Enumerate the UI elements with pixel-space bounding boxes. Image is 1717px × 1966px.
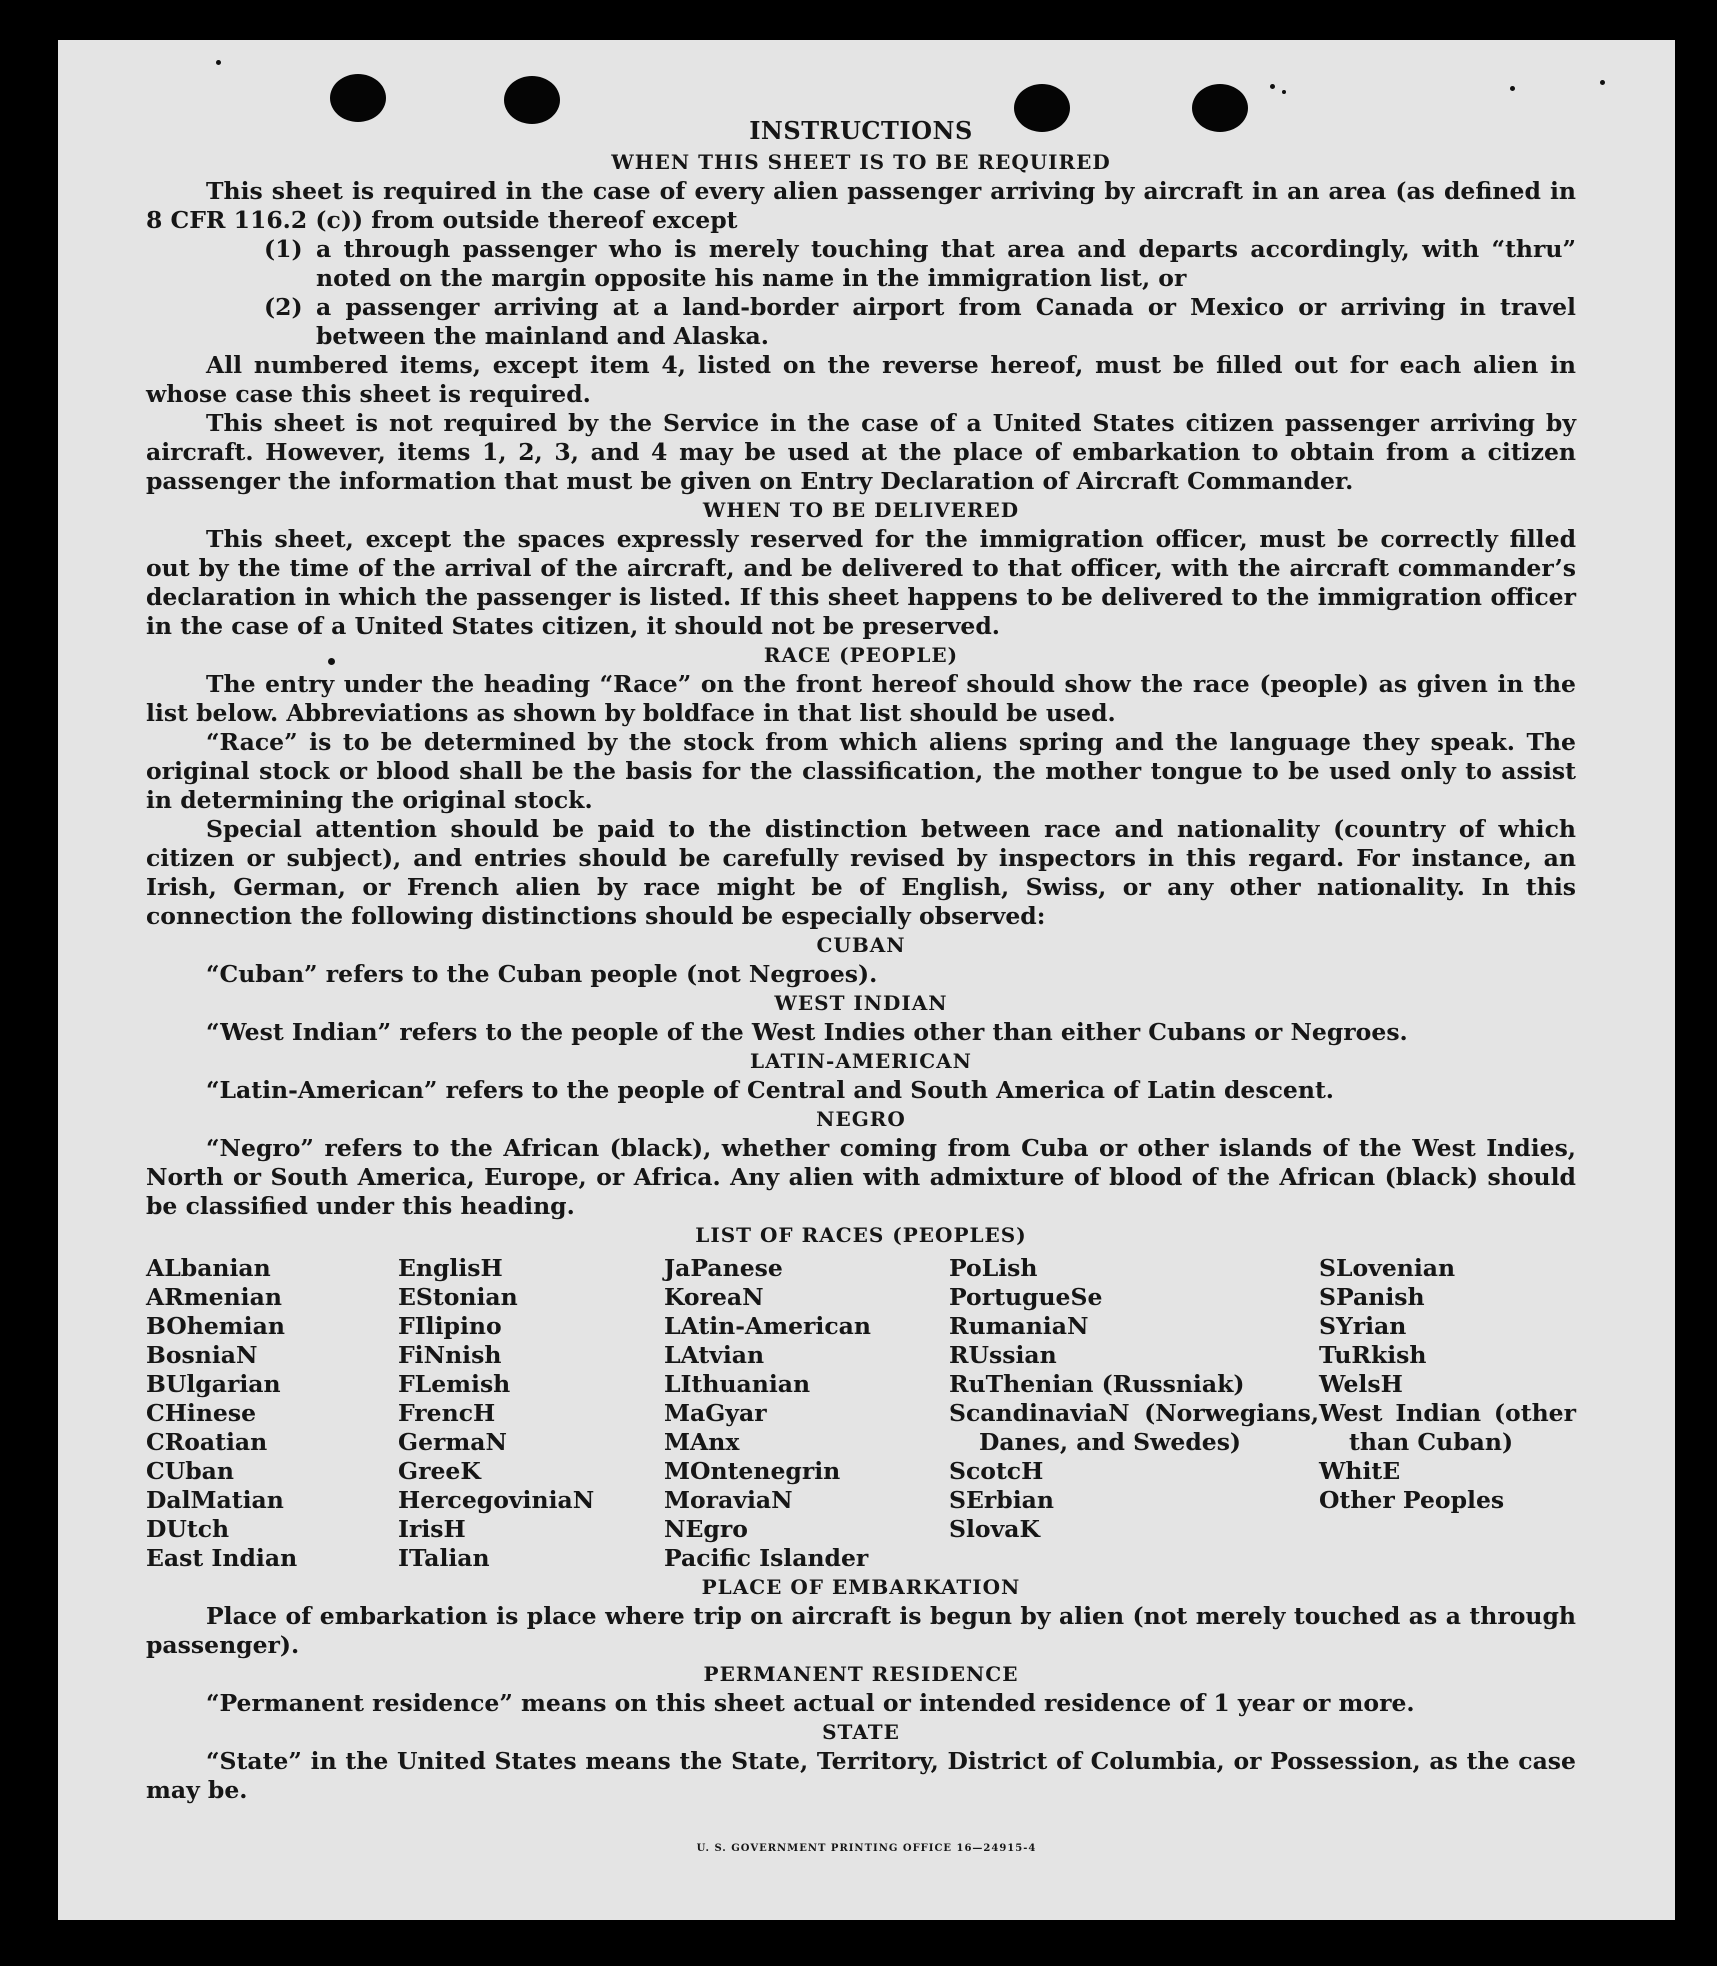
race-entry: WelsH <box>1319 1370 1403 1398</box>
race-entry: ITalian <box>398 1544 490 1572</box>
race-p3: Special attention should be paid to the distinction between race and nationality (country of which citizen or subject), and entries should be carefully revised by inspectors in this regard. For instance, an Irish, German, or French alien by race might be of English, Swiss, or any other nationality. In this connection the following distinctions should be especially observed: <box>146 815 1576 930</box>
race-entry: MaGyar <box>664 1399 767 1427</box>
heading-when-required: WHEN THIS SHEET IS TO BE REQUIRED <box>611 150 1111 174</box>
page-title: INSTRUCTIONS <box>749 116 973 145</box>
race-entry: JaPanese <box>664 1254 783 1282</box>
race-entry: PortugueSe <box>949 1283 1103 1311</box>
races-column-2 <box>398 1254 664 1573</box>
race-entry: KoreaN <box>664 1283 764 1311</box>
instructions-content <box>146 116 1576 1805</box>
exception-text: a passenger arriving at a land-border airport from Canada or Mexico or arriving in travel between the mainland and Alaska. <box>316 293 1576 350</box>
races-column-1 <box>146 1254 398 1573</box>
races-column-5 <box>1319 1254 1576 1573</box>
exception-text: a through passenger who is merely touching that area and departs accordingly, with “thru” noted on the margin opposite his name in the immigration list, or <box>316 235 1576 292</box>
race-entry: MOntenegrin <box>664 1457 841 1485</box>
race-entry: FiNnish <box>398 1341 502 1369</box>
speck <box>1270 84 1275 89</box>
race-entry: WhitE <box>1319 1457 1401 1485</box>
race-entry: GermaN <box>398 1428 507 1456</box>
heading-list-of-races: LIST OF RACES (PEOPLES) <box>695 1223 1027 1247</box>
residence-text: “Permanent residence” means on this sheet actual or intended residence of 1 year or more. <box>206 1689 1415 1717</box>
exception-item-1 <box>146 235 1576 293</box>
race-entry: SLovenian <box>1319 1254 1456 1282</box>
exception-number: (1) <box>264 235 303 263</box>
race-entry: Pacific Islander <box>664 1544 869 1572</box>
speck <box>1600 80 1605 85</box>
race-entry: West Indian (other than Cuban) <box>1319 1399 1576 1456</box>
punch-hole <box>330 74 386 122</box>
when-required-p2: All numbered items, except item 4, listed on the reverse hereof, must be filled out for each alien in whose case this sheet is required. <box>146 351 1576 408</box>
race-entry: ALbanian <box>146 1254 271 1282</box>
race-entry: SlovaK <box>949 1515 1040 1543</box>
cuban-text: “Cuban” refers to the Cuban people (not Negroes). <box>206 960 878 988</box>
west-indian-text: “West Indian” refers to the people of the West Indies other than either Cubans or Negroes. <box>206 1018 1408 1046</box>
state-text: “State” in the United States means the State, Territory, District of Columbia, or Possession, as the case may be. <box>146 1747 1576 1804</box>
negro-text: “Negro” refers to the African (black), whether coming from Cuba or other islands of the West Indies, North or South America, Europe, or Africa. Any alien with admixture of blood of the African (black) should be classified under this heading. <box>146 1134 1576 1220</box>
races-list <box>146 1254 1576 1573</box>
race-p2: “Race” is to be determined by the stock from which aliens spring and the language they speak. The original stock or blood shall be the basis for the classification, the mother tongue to be used only to assist in determining the original stock. <box>146 728 1576 814</box>
race-entry: East Indian <box>146 1544 298 1572</box>
race-entry: NEgro <box>664 1515 748 1543</box>
race-entry: DUtch <box>146 1515 230 1543</box>
heading-west-indian: WEST INDIAN <box>774 991 948 1015</box>
printing-office-footer: U. S. GOVERNMENT PRINTING OFFICE 16—24915-4 <box>696 1843 1037 1854</box>
race-entry: GreeK <box>398 1457 481 1485</box>
race-entry: CRoatian <box>146 1428 268 1456</box>
when-required-p3: This sheet is not required by the Service in the case of a United States citizen passenger arriving by aircraft. However, items 1, 2, 3, and 4 may be used at the place of embarkation to obtain from a citizen passenger the information that must be given on Entry Declaration of Aircraft Commander. <box>146 409 1576 495</box>
race-entry: ARmenian <box>146 1283 282 1311</box>
race-entry: RUssian <box>949 1341 1057 1369</box>
race-entry: ScandinaviaN (Norwegians, Danes, and Swedes) <box>949 1399 1319 1456</box>
race-entry: SErbian <box>949 1486 1054 1514</box>
heading-negro: NEGRO <box>816 1107 906 1131</box>
race-p1: The entry under the heading “Race” on the front hereof should show the race (people) as given in the list below. Abbreviations as shown by boldface in that list should be used. <box>146 670 1576 727</box>
race-entry: BOhemian <box>146 1312 285 1340</box>
heading-latin-american: LATIN-AMERICAN <box>750 1049 972 1073</box>
document-sheet <box>58 40 1675 1920</box>
race-entry: PoLish <box>949 1254 1038 1282</box>
race-entry: LAtvian <box>664 1341 765 1369</box>
speck <box>1282 90 1286 94</box>
race-entry: IrisH <box>398 1515 466 1543</box>
heading-cuban: CUBAN <box>816 933 906 957</box>
race-entry: RuThenian (Russniak) <box>949 1370 1245 1398</box>
race-entry: HercegoviniaN <box>398 1486 595 1514</box>
heading-race: RACE (PEOPLE) <box>763 643 959 667</box>
when-required-p1: This sheet is required in the case of every alien passenger arriving by aircraft in an area (as defined in 8 CFR 116.2 (c)) from outside thereof except <box>146 177 1576 234</box>
race-entry: EStonian <box>398 1283 518 1311</box>
race-entry: FrencH <box>398 1399 496 1427</box>
race-entry: DalMatian <box>146 1486 284 1514</box>
race-entry: ScotcH <box>949 1457 1044 1485</box>
speck <box>216 60 221 65</box>
race-entry: LAtin-American <box>664 1312 871 1340</box>
race-entry: MAnx <box>664 1428 740 1456</box>
race-entry: CHinese <box>146 1399 257 1427</box>
speck <box>1510 86 1515 91</box>
race-entry: RumaniaN <box>949 1312 1089 1340</box>
race-entry: EnglisH <box>398 1254 503 1282</box>
heading-residence: PERMANENT RESIDENCE <box>703 1662 1019 1686</box>
race-entry: BUlgarian <box>146 1370 281 1398</box>
race-entry: FIlipino <box>398 1312 502 1340</box>
exception-number: (2) <box>264 293 303 321</box>
heading-when-delivered: WHEN TO BE DELIVERED <box>702 498 1020 522</box>
race-entry: Other Peoples <box>1319 1486 1505 1514</box>
heading-embarkation: PLACE OF EMBARKATION <box>701 1575 1021 1599</box>
race-entry: FLemish <box>398 1370 511 1398</box>
latin-american-text: “Latin-American” refers to the people of Central and South America of Latin descent. <box>206 1076 1334 1104</box>
race-entry: LIthuanian <box>664 1370 811 1398</box>
race-entry: BosniaN <box>146 1341 258 1369</box>
race-entry: SYrian <box>1319 1312 1407 1340</box>
embarkation-text: Place of embarkation is place where trip on aircraft is begun by alien (not merely touched as a through passenger). <box>146 1602 1576 1659</box>
when-delivered-p1: This sheet, except the spaces expressly reserved for the immigration officer, must be correctly filled out by the time of the arrival of the aircraft, and be delivered to that officer, with the aircraft commander’s declaration in which the passenger is listed. If this sheet happens to be delivered to the immigration officer in the case of a United States citizen, it should not be preserved. <box>146 525 1576 640</box>
races-column-3 <box>664 1254 949 1573</box>
heading-state: STATE <box>822 1720 900 1744</box>
race-entry: SPanish <box>1319 1283 1425 1311</box>
exception-item-2 <box>146 293 1576 351</box>
race-entry: CUban <box>146 1457 234 1485</box>
race-entry: MoraviaN <box>664 1486 793 1514</box>
race-entry: TuRkish <box>1319 1341 1427 1369</box>
races-column-4 <box>949 1254 1319 1573</box>
